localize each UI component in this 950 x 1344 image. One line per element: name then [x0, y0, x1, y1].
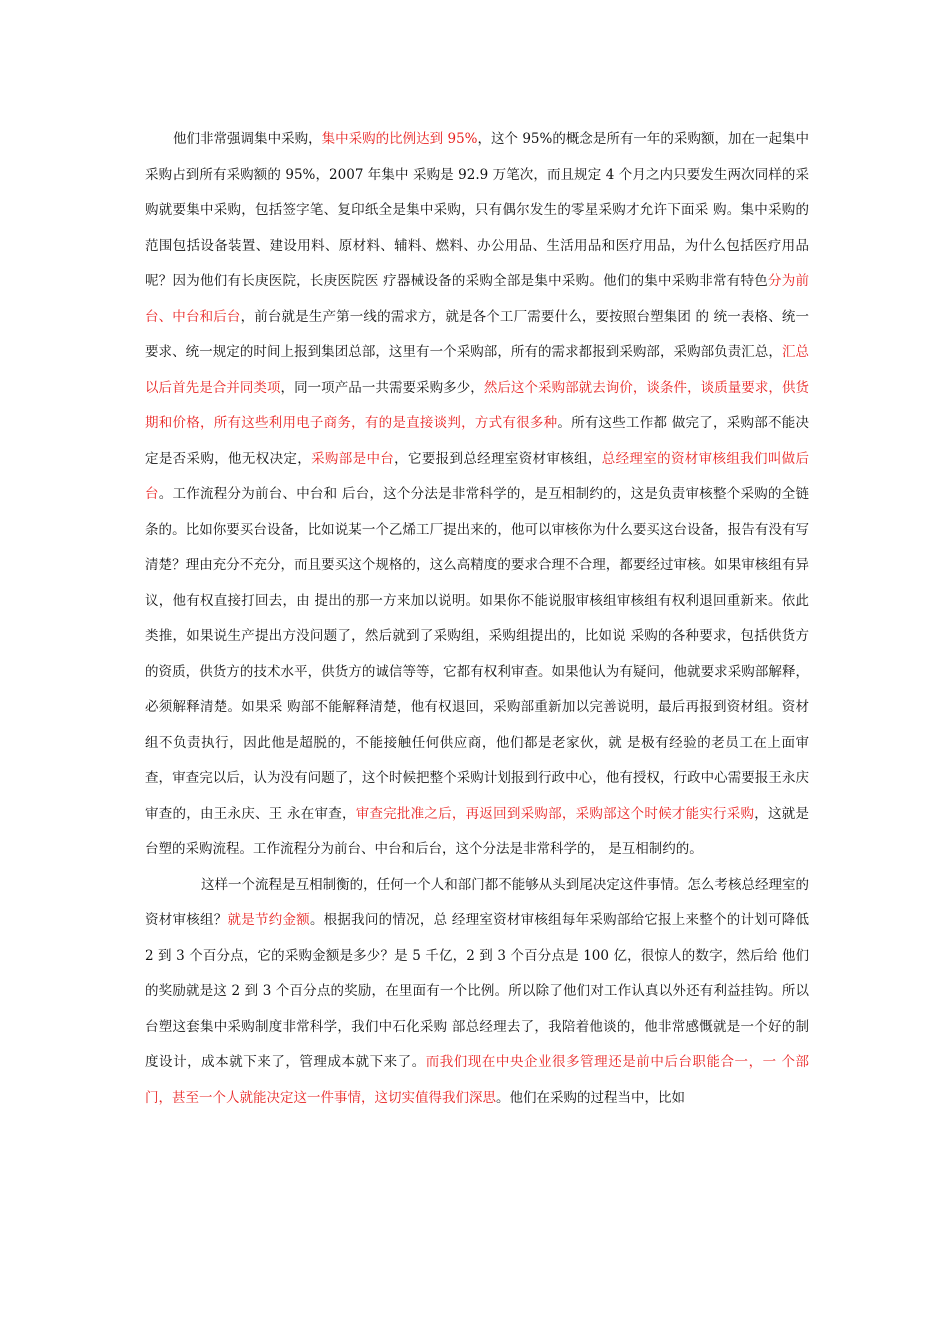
text-span: ，前台就是生产第一线的需求方，就是各个工厂需要什么，要按照台塑集团 的 统一表格、统一要求、统一规定的时间上报到集团总部，这里有一个采购部，所有的需求都报到采购部，采购部负责汇总，: [145, 308, 809, 360]
text-span: ，这个 95%的概念是所有一年的采购额，加在一起集中采购占到所有采购额的 95%，2007 年集中 采购是 92.9 万笔次，而且规定 4 个月之内只要发生两次同样的采购就要集中采购，包括签字笔、复印纸全是集中采购，只有偶尔发生的零星采购才允许下面采 购。集中采购的范围包括设备装置、建设用料、原材料、辅料、燃料、办公用品、生活用品和医疗用品，为什么包括医疗用品呢？因为他们有长庚医院，长庚医院医 疗器械设备的采购全部是集中采购。他们的集中采购非常有特色: [145, 131, 810, 289]
text-span: 他们非常强调集中采购，: [173, 131, 322, 147]
highlighted-span: 分为前台、中台和后台: [145, 273, 810, 325]
highlighted-span: 集中采购的比例达到 95%: [321, 131, 478, 147]
text-span: 。所有这些工作都 做完了，采购部不能决定是否采购，他无权决定，: [145, 415, 810, 467]
text-span: ，同一项产品一共需要采购多少，: [280, 379, 484, 396]
highlighted-span: 审查完批准之后，再返回到采购部，采购部这个时候才能实行采购: [355, 805, 755, 822]
text-span: ，它要报到总经理室资材审核组，: [394, 450, 602, 467]
text-span: 这样一个流程是互相制衡的，任何一个人和部门都不能够从头到尾决定这件事情。怎么考核总经理室的资材审核组？: [145, 876, 809, 928]
text-span: ，这就是台塑的采购流程。工作流程分为前台、中台和后台，这个分法是非常科学的， 是互相制约的。: [145, 805, 810, 857]
paragraph-1: [145, 122, 809, 868]
text-span: 。他们在采购的过程当中，比如: [496, 1089, 685, 1106]
highlighted-span: 而我们现在中央企业很多管理还是前中后台职能合一，一 个部门，甚至一个人就能决定这一件事情，这切实值得我们深思: [145, 1054, 810, 1106]
highlighted-span: 总经理室的资材审核组我们叫做后台: [145, 450, 810, 502]
body-text: [145, 122, 809, 1116]
highlighted-span: 就是节约金额: [227, 912, 310, 928]
highlighted-span: 汇总以后首先是合并同类项: [145, 344, 810, 396]
paragraph-2: [145, 868, 809, 1117]
highlighted-span: 然后这个采购部就去询价，谈条件，谈质量要求，供货期和价格，所有这些利用电子商务，有的是直接谈判，方式有很多种: [145, 379, 810, 431]
text-span: 。工作流程分为前台、中台和 后台，这个分法是非常科学的，是互相制约的，这是负责审核整个采购的全链条的。比如你要买台设备，比如说某一个乙烯工厂提出来的，他可以审核你为什么要买这台设备，报告有没有写清楚？理由充分不充分，而且要买这个规格的，这么高精度的要求合理不合理，都要经过审核。如果审核组有异议，他有权直接打回去，由 提出的那一方来加以说明。如果你不能说服审核组审核组有权利退回重新来。依此类推，如果说生产提出方没问题了，然后就到了采购组，采购组提出的，比如说 采购的各种要求，包括供货方的资质，供货方的技术水平，供货方的诚信等等，它都有权利审查。如果他认为有疑问，他就要求采购部解释，必须解释清楚。如果采 购部不能解释清楚，他有权退回，采购部重新加以完善说明，最后再报到资材组。资材组不负责执行，因此他是超脱的，不能接触任何供应商，他们都是老家伙，就 是极有经验的老员工在上面审查，审查完以后，认为没有问题了，这个时候把整个采购计划报到行政中心，他有授权，行政中心需要报王永庆审查的，由王永庆、王 永在审查，: [145, 486, 809, 822]
highlighted-span: 采购部是中台: [311, 450, 395, 467]
text-span: 。根据我问的情况，总 经理室资材审核组每年采购部给它报上来整个的计划可降低 2 到 3 个百分点，它的采购金额是多少？是 5 千亿，2 到 3 个百分点是 100 亿，很惊人的数字，然后给 他们的奖励就是这 2 到 3 个百分点的奖励，在里面有一个比例。所以除了他们对工作认真以外还有利益挂钩。所以台塑这套集中采购制度非常科学，我们中石化采购 部总经理去了，我陪着他谈的，他非常感慨就是一个好的制度设计，成本就下来了，管理成本就下来了。: [145, 912, 810, 1070]
